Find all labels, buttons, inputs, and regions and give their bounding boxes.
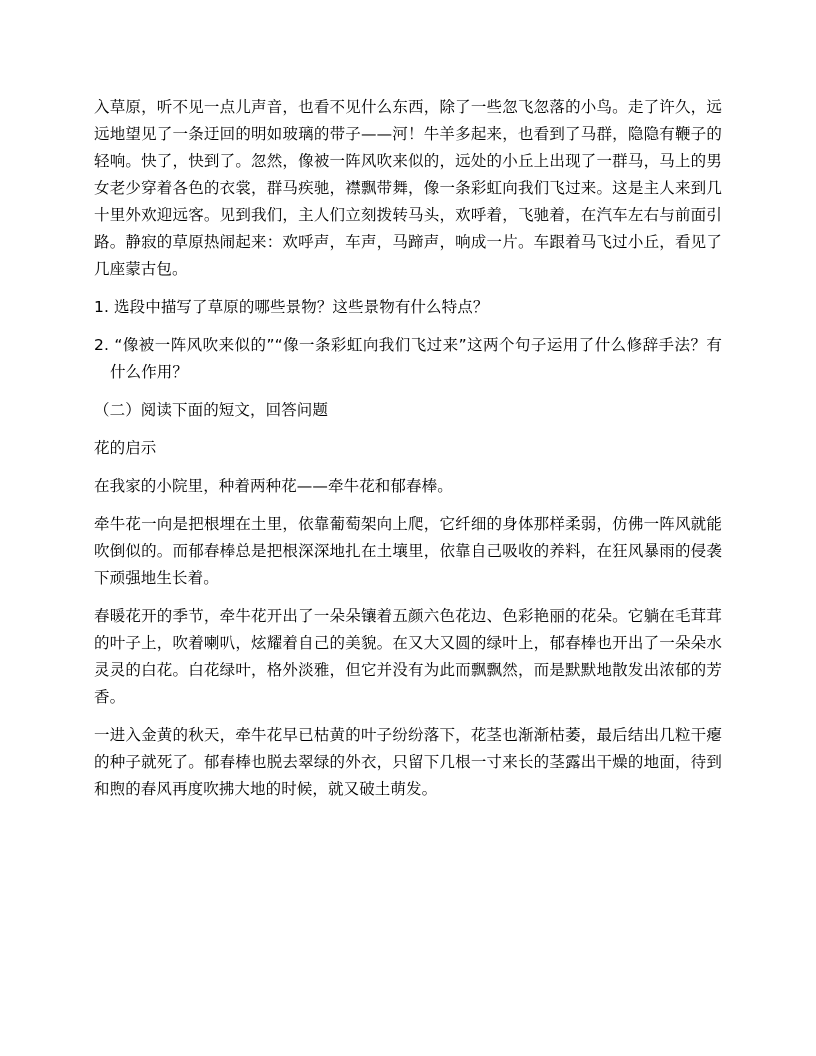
question-1: 1. 选段中描写了草原的哪些景物？这些景物有什么特点？	[94, 298, 489, 316]
passage-paragraph: 入草原，听不见一点儿声音，也看不见什么东西，除了一些忽飞忽落的小鸟。走了许久，远远地望见了一条迂回的明如玻璃的带子——河！牛羊多起来，也看到了马群，隐隐有鞭子的轻响。快了，快到了。忽然，像被一阵风吹来似的，远处的小丘上出现了一群马，马上的男女老少穿着各色的衣裳，群马疾驰，襟飘带舞，像一条彩虹向我们飞过来。这是主人来到几十里外欢迎远客。见到我们，主人们立刻拨转马头，欢呼着，飞驰着，在汽车左右与前面引路。静寂的草原热闹起来：欢呼声，车声，马蹄声，响成一片。车跟着马飞过小丘，看见了几座蒙古包。	[94, 98, 722, 278]
article-paragraph: 在我家的小院里，种着两种花——牵牛花和郁春棒。	[94, 477, 453, 495]
question-2: 2. “像被一阵风吹来似的”“像一条彩虹向我们飞过来”这两个句子运用了什么修辞手法？有什么作用？	[94, 336, 722, 381]
article-paragraph: 一进入金黄的秋天，牵牛花早已枯黄的叶子纷纷落下，花茎也渐渐枯萎，最后结出几粒干瘪的种子就死了。郁春棒也脱去翠绿的外衣，只留下几根一寸来长的茎露出干燥的地面，待到和煦的春风再度吹拂大地的时候，就又破土萌发。	[94, 726, 722, 798]
article-paragraph: 牵牛花一向是把根埋在土里，依靠葡萄架向上爬，它纤细的身体那样柔弱，仿佛一阵风就能吹倒似的。而郁春棒总是把根深深地扎在土壤里，依靠自己吸收的养料，在狂风暴雨的侵袭下顽强地生长着。	[94, 515, 722, 587]
document-body	[94, 94, 722, 803]
article-paragraph: 春暖花开的季节，牵牛花开出了一朵朵镶着五颜六色花边、色彩艳丽的花朵。它躺在毛茸茸的叶子上，吹着喇叭，炫耀着自己的美貌。在又大又圆的绿叶上，郁春棒也开出了一朵朵水灵灵的白花。白花绿叶，格外淡雅，但它并没有为此而飘飘然，而是默默地散发出浓郁的芳香。	[94, 607, 722, 706]
section-heading: （二）阅读下面的短文，回答问题	[94, 401, 329, 419]
article-title: 花的启示	[94, 439, 157, 457]
